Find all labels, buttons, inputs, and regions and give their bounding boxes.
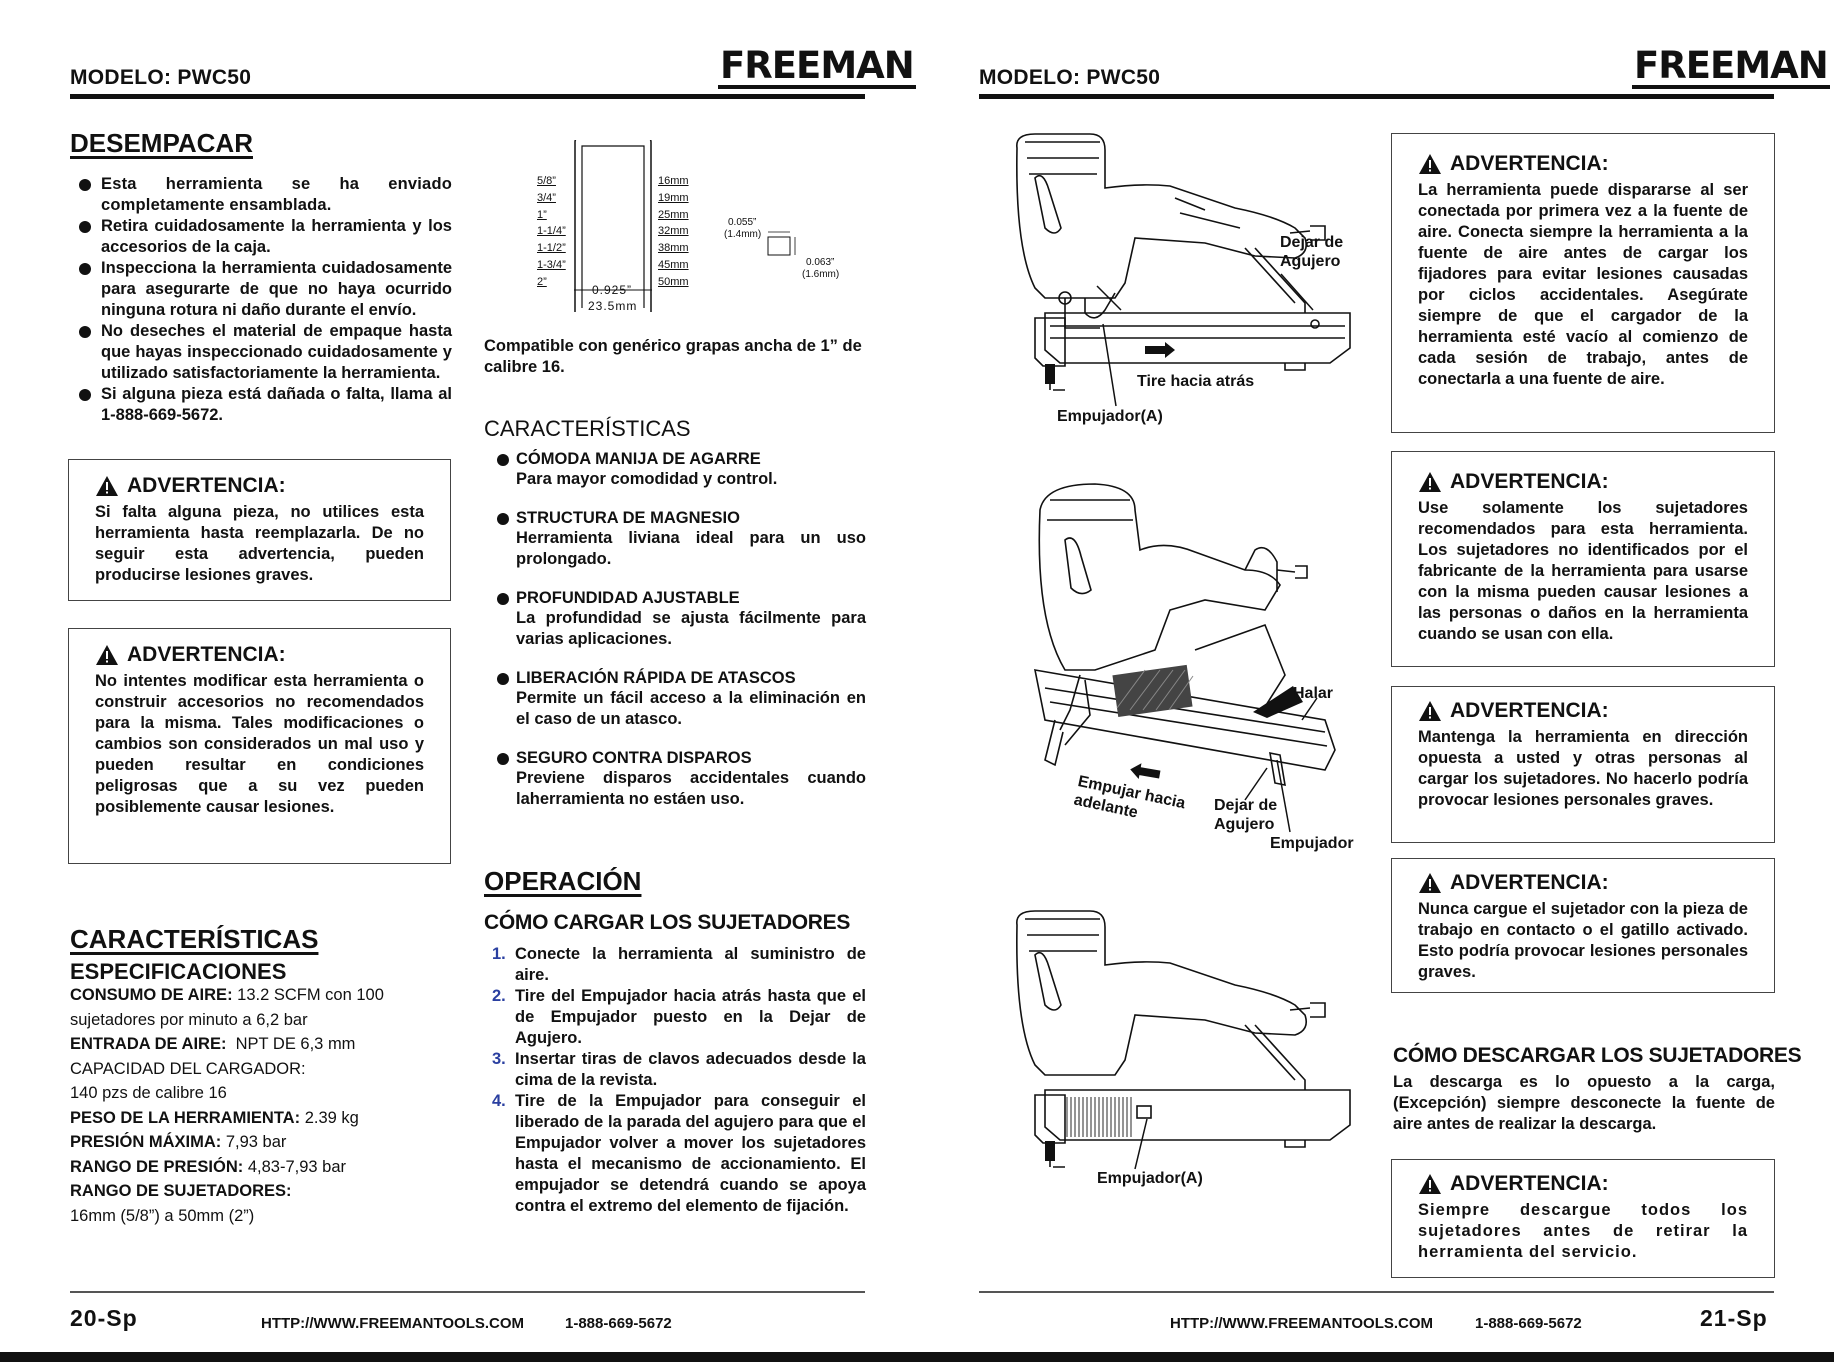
warning-box-missing-parts [68,459,451,601]
nailer-loaded-illustration [1005,905,1375,1185]
fig2-label-pusher: Empujador [1270,835,1354,852]
fig2-label-push-forward: Empujar hacia adelante [1072,772,1187,822]
list-item: Si alguna pieza está dañada o falta, llama al 1-888-669-5672. [70,384,452,426]
figure-insert-strip [1005,470,1375,860]
fig1-label-pusher: Empujador(A) [1057,408,1163,425]
feature-item: STRUCTURA DE MAGNESIO Herramienta liviana ideal para un uso prolongado. [516,509,866,568]
warning-triangle-icon [1418,153,1442,175]
load-steps [484,944,866,1217]
warning-text: Mantenga la herramienta en dirección opuesta a usted y otras personas al cargar los sujetadores. No hacerlo podría provocar lesiones personales graves. [1418,728,1748,809]
warning-box-fasteners [1391,451,1775,667]
page-number: 21-Sp [1700,1305,1768,1331]
warning-text: La herramienta puede dispararse al ser conectada por primera vez a la fuente de aire. Conecta siempre la herramienta a la fuente de aire antes de cargar los fijadores para evitar lesiones causadas por ciclos accidentales. Asegúrate siempre de que el cargador de la herramienta esté vacío al comienzo de cada sesión de trabajo, antes de conectarla a una fuente de aire. [1418,181,1748,388]
footer-phone: 1-888-669-5672 [1475,1315,1582,1332]
list-item: Retira cuidadosamente la herramienta y los accesorios de la caja. [70,216,452,258]
width-mm: 23.5mm [588,299,638,313]
model-label: MODELO: PWC50 [70,66,252,89]
warning-box-modify [68,628,451,864]
wire-width-inch: 0.055” [728,217,757,228]
features-title: CARACTERÍSTICAS [484,416,691,441]
warning-text: Si falta alguna pieza, no utilices esta herramienta hasta reemplazarla. De no seguir esta advertencia, pueden producirse lesiones graves. [95,503,424,584]
load-fasteners-title: CÓMO CARGAR LOS SUJETADORES [484,911,851,934]
freeman-logo: FREEMAN [1634,44,1828,87]
feature-item: PROFUNDIDAD AJUSTABLE La profundidad se ajusta fácilmente para varias aplicaciones. [516,589,866,648]
operation-title: OPERACIÓN [484,866,642,896]
warning-title: ADVERTENCIA: [1418,699,1748,723]
freeman-logo: FREEMAN [720,44,914,87]
unpack-title: DESEMPACAR [70,128,253,158]
warning-text: Nunca cargue el sujetador con la pieza de trabajo en contacto o el gatillo activado. Esto podría provocar lesiones personales graves. [1418,900,1748,981]
list-item: Inspecciona la herramienta cuidadosamente para asegurarte de que no haya ocurrido ninguna rotura ni daño durante el envío. [70,258,452,321]
wire-height-mm: (1.6mm) [802,269,840,280]
feature-item: SEGURO CONTRA DISPAROS Previene disparos accidentales cuando laherramienta no estáen uso. [516,749,866,808]
warning-triangle-icon [1418,872,1442,894]
warning-text: Use solamente los sujetadores recomendados para esta herramienta. Los sujetadores no identificados por el fabricante de la herramienta para usarse con la misma pueden causar lesiones a las personas o daños en la herramienta cuando se usan con ella. [1418,499,1748,643]
staple-outline [530,140,870,315]
feature-item: LIBERACIÓN RÁPIDA DE ATASCOS Permite un fácil acceso a la eliminación en el caso de un atasco. [516,669,866,728]
header-rule [979,94,1774,99]
footer-phone: 1-888-669-5672 [565,1315,672,1332]
wire-height-inch: 0.063” [806,257,835,268]
footer-rule [70,1291,865,1293]
warning-triangle-icon [95,644,119,666]
warning-triangle-icon [1418,700,1442,722]
warning-triangle-icon [1418,1173,1442,1195]
list-item: 2. Tire del Empujador hacia atrás hasta que el de Empujador puesto en la Dejar de Agujero. [492,987,866,1047]
figure-load-nailer [1005,128,1375,428]
figure-loaded-nailer [1005,905,1375,1205]
wire-width-mm: (1.4mm) [724,229,762,240]
unpack-list [70,174,452,426]
list-item: No deseches el material de empaque hasta que hayas inspeccionado cuidadosamente y utilizado satisfactoriamente la herramienta. [70,321,452,384]
mm-labels: 16mm 19mm 25mm 32mm 38mm 45mm 50mm [658,175,689,288]
list-item: Esta herramienta se ha enviado completamente ensamblada. [70,174,452,216]
feature-item: CÓMODA MANIJA DE AGARRE Para mayor comodidad y control. [516,450,866,490]
warning-title: ADVERTENCIA: [95,474,424,498]
footer-url: HTTP://WWW.FREEMANTOOLS.COM [261,1315,525,1332]
page-number: 20-Sp [70,1305,138,1331]
footer-url: HTTP://WWW.FREEMANTOOLS.COM [1170,1315,1434,1332]
warning-triangle-icon [95,475,119,497]
list-item: 3. Insertar tiras de clavos adecuados desde la cima de la revista. [492,1050,866,1089]
unload-text: La descarga es lo opuesto a la carga, (Excepción) siempre desconecte la fuente de aire antes de realizar la descarga. [1393,1073,1775,1133]
warning-title: ADVERTENCIA: [95,643,424,667]
staple-size-diagram [530,140,870,315]
footer-rule [979,1291,1774,1293]
warning-box-unload [1391,1159,1775,1278]
warning-box-direction [1391,686,1775,843]
fig3-label-pusher: Empujador(A) [1097,1170,1203,1187]
fig1-label-hole: Dejar de Agujero [1280,234,1344,270]
unload-title: CÓMO DESCARGAR LOS SUJETADORES [1393,1044,1802,1067]
compatibility-note: Compatible con genérico grapas ancha de 1” de calibre 16. [484,337,862,376]
warning-box-contact [1391,858,1775,993]
warning-triangle-icon [1418,471,1442,493]
warning-title: ADVERTENCIA: [1418,470,1748,494]
header-rule [70,94,865,99]
specs-subtitle: ESPECIFICACIONES [70,959,287,984]
specs-list: CONSUMO DE AIRE: 13.2 SCFM con 100 sujetadores por minuto a 6,2 bar ENTRADA DE AIRE: NPT DE 6,3 mm CAPACIDAD DEL CARGADOR: 140 pzs de calibre 16 PESO DE LA HERRAMIENTA: 2.39 kg PRESIÓN MÁXIMA: 7,93 bar RANGO DE PRESIÓN: 4,83-7,93 bar RANGO DE SUJETADORES: 16mm (5/8”) a 50mm (2”) [70,986,384,1225]
warning-text: No intentes modificar esta herramienta o construir accesorios no recomendados para la misma. Tales modificaciones o cambios son considerados un mal uso y pueden resultar en condiciones peligrosas que a su vez pueden posiblemente causar lesiones. [95,672,424,816]
fig1-label-pull-back: Tire hacia atrás [1137,373,1255,390]
warning-title: ADVERTENCIA: [1418,152,1748,176]
warning-title: ADVERTENCIA: [1418,1172,1748,1196]
inch-labels: 5/8” 3/4” 1” 1-1/4” 1-1/2” 1-3/4” 2” [537,175,566,288]
fig2-label-pull: Halar [1293,685,1334,702]
specs-title: CARACTERÍSTICAS [70,924,319,954]
fig2-label-hole: Dejar de Agujero [1214,797,1278,833]
list-item: 4. Tire de la Empujador para conseguir el liberado de la parada del agujero para que el Empujador volver a mover los sujetadores hasta el mecanismo de accionamiento. El empujador se detendrá cuando se apoya contra el extremo del elemento de fijación. [492,1092,866,1215]
warning-box-first-connect [1391,133,1775,433]
features-list [516,450,866,826]
model-label: MODELO: PWC50 [979,66,1161,89]
bottom-border [0,1352,1834,1362]
warning-title: ADVERTENCIA: [1418,871,1748,895]
list-item: 1. Conecte la herramienta al suministro de aire. [492,945,866,984]
warning-text: Siempre descargue todos los sujetadores antes de retirar la herramienta del servicio. [1418,1201,1748,1261]
width-inch: 0.925” [592,283,633,297]
